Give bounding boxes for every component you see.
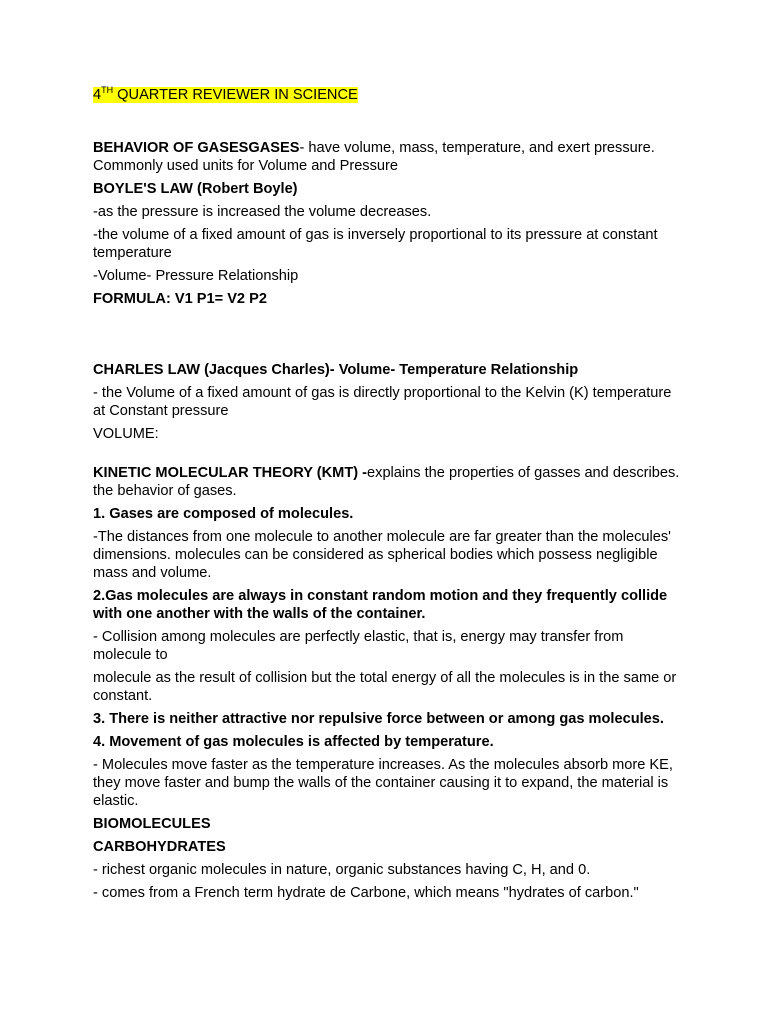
carbohydrates-line-1: - richest organic molecules in nature, organic substances having C, H, and 0. — [93, 862, 591, 878]
charles-heading: CHARLES LAW (Jacques Charles)- Volume- Temperature Relationship — [93, 362, 579, 378]
carbohydrates-heading: CARBOHYDRATES — [93, 839, 226, 855]
boyle-heading: BOYLE'S LAW (Robert Boyle) — [93, 181, 298, 197]
kmt-heading: KINETIC MOLECULAR THEORY (KMT) - — [93, 465, 368, 481]
kmt-point-2-text-1: - Collision among molecules are perfectly elastic, that is, energy may transfer from molecule to — [93, 629, 624, 663]
kmt-point-1-heading: 1. Gases are composed of molecules. — [93, 506, 354, 522]
document-body — [93, 86, 683, 907]
boyle-line-3: -Volume- Pressure Relationship — [93, 268, 299, 284]
title-superscript: TH — [101, 85, 114, 96]
title-highlight — [93, 87, 358, 103]
kmt-point-4-text: - Molecules move faster as the temperature increases. As the molecules absorb more KE, they move faster and bump the walls of the container causing it to expand, the material is elastic. — [93, 757, 673, 809]
kmt-point-2-heading: 2.Gas molecules are always in constant random motion and they frequently collide with one another with the walls of the container. — [93, 588, 668, 622]
carbohydrates-line-2: - comes from a French term hydrate de Carbone, which means "hydrates of carbon." — [93, 885, 639, 901]
kmt-paragraph — [93, 464, 683, 500]
gases-paragraph — [93, 139, 683, 175]
kmt-point-3-heading: 3. There is neither attractive nor repulsive force between or among gas molecules. — [93, 711, 664, 727]
boyle-formula: FORMULA: V1 P1= V2 P2 — [93, 291, 267, 307]
kmt-point-2-text-2: molecule as the result of collision but the total energy of all the molecules is in the same or constant. — [93, 670, 677, 704]
charles-line-2: VOLUME: — [93, 426, 159, 442]
title-number: 4 — [93, 87, 102, 103]
boyle-line-1: -as the pressure is increased the volume decreases. — [93, 204, 432, 220]
gases-heading: BEHAVIOR OF GASESGASES — [93, 140, 300, 156]
boyle-line-2: -the volume of a fixed amount of gas is inversely proportional to its pressure at constant temperature — [93, 227, 658, 261]
kmt-text: explains the properties of gasses and describes. the behavior of gases. — [93, 465, 680, 499]
kmt-point-1-text: -The distances from one molecule to another molecule are far greater than the molecules' dimensions. molecules can be considered as spherical bodies which possess negligible mass and volume. — [93, 529, 671, 581]
biomolecules-heading: BIOMOLECULES — [93, 816, 211, 832]
gases-text: - have volume, mass, temperature, and exert pressure. Commonly used units for Volume and Pressure — [93, 140, 655, 174]
title-text: QUARTER REVIEWER IN SCIENCE — [113, 87, 358, 103]
kmt-point-4-heading: 4. Movement of gas molecules is affected by temperature. — [93, 734, 494, 750]
charles-line-1: - the Volume of a fixed amount of gas is directly proportional to the Kelvin (K) temperature at Constant pressure — [93, 385, 672, 419]
document-title — [93, 86, 683, 104]
